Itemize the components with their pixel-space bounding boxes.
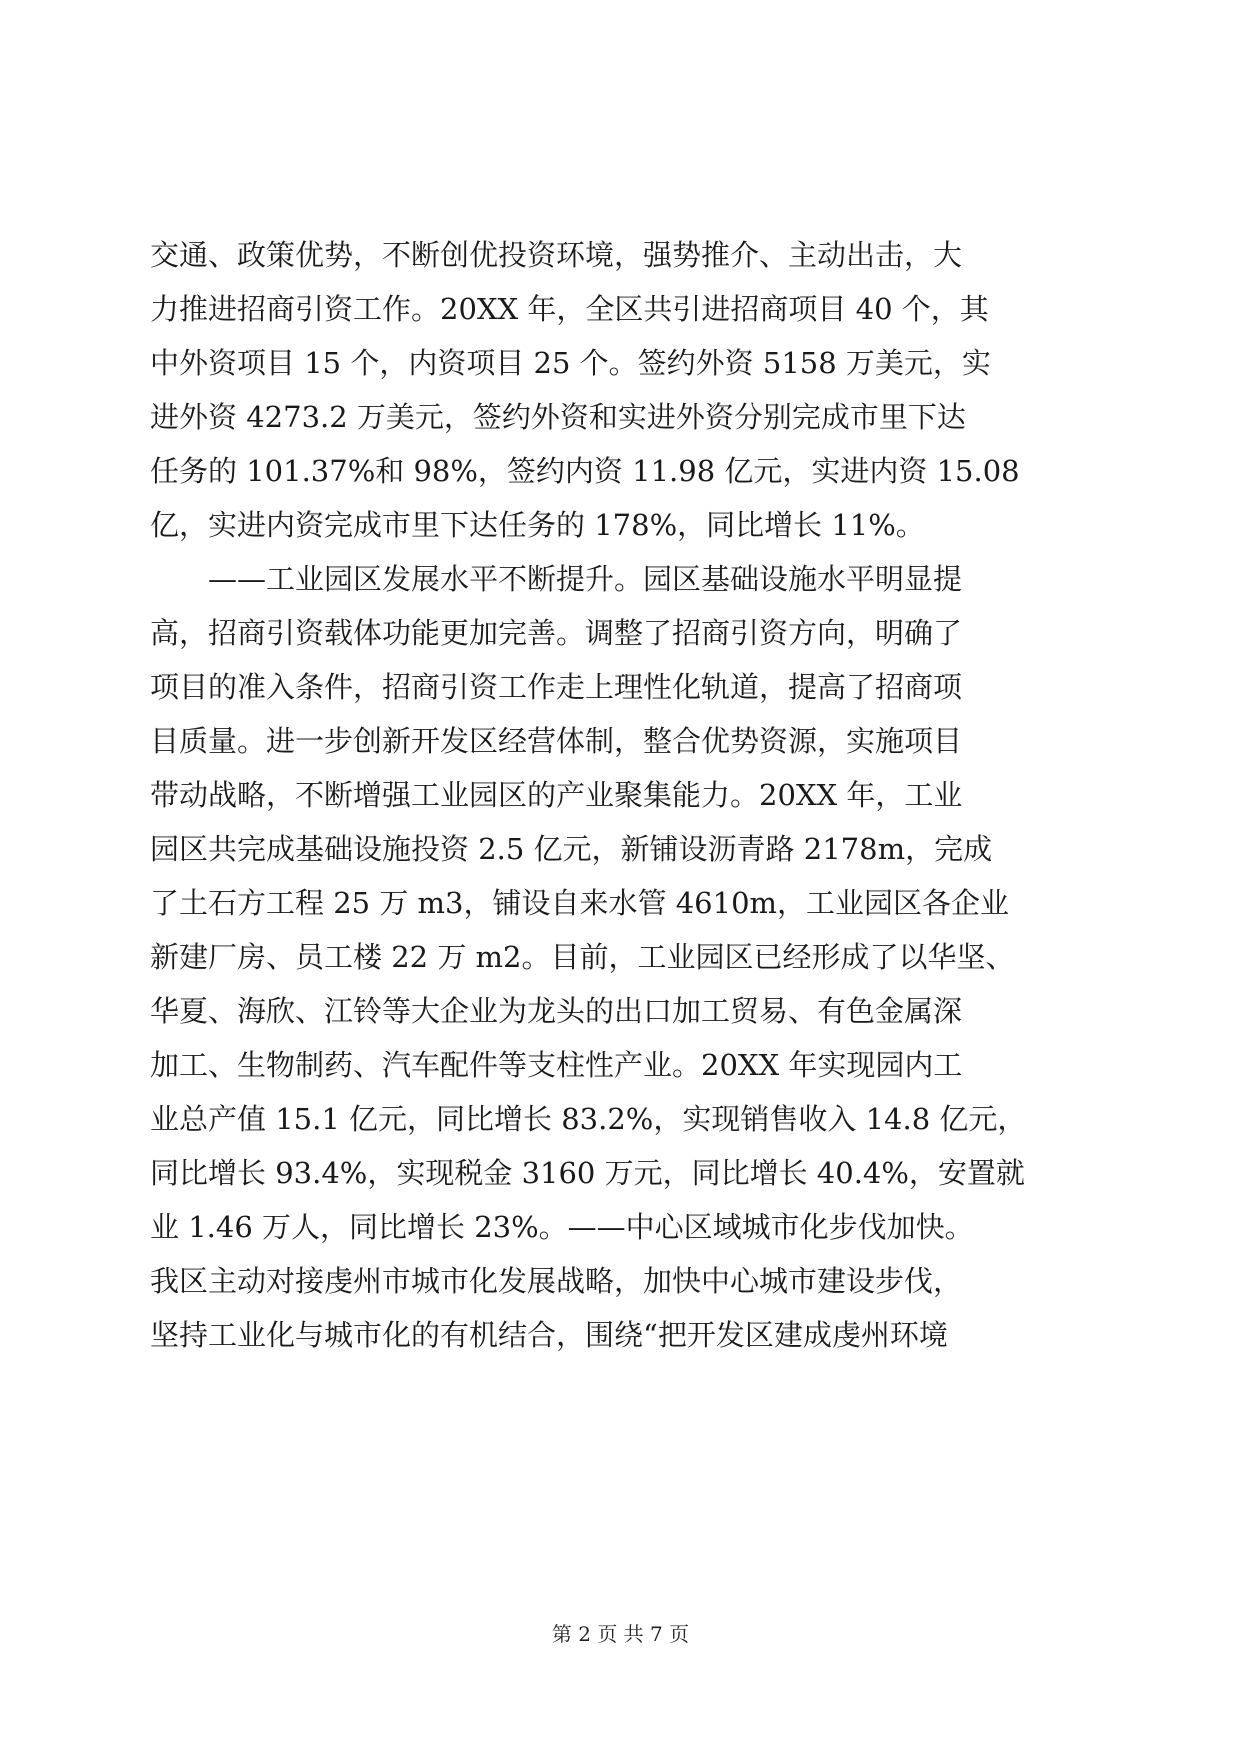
- text-line: 亿，实进内资完成市里下达任务的 178%，同比增长 11%。: [150, 508, 925, 542]
- text-line: 高，招商引资载体功能更加完善。调整了招商引资方向，明确了: [150, 616, 963, 650]
- text-line: 园区共完成基础设施投资 2.5 亿元，新铺设沥青路 2178m，完成: [150, 832, 993, 866]
- text-line: 任务的 101.37%和 98%，签约内资 11.98 亿元，实进内资 15.08: [150, 454, 1020, 488]
- text-line: 中外资项目 15 个，内资项目 25 个。签约外资 5158 万美元，实: [150, 346, 991, 380]
- text-line: 带动战略，不断增强工业园区的产业聚集能力。20XX 年，工业: [150, 778, 963, 812]
- text-line: 同比增长 93.4%，实现税金 3160 万元，同比增长 40.4%，安置就: [150, 1156, 1025, 1190]
- text-line: 加工、生物制药、汽车配件等支柱性产业。20XX 年实现园内工: [150, 1048, 963, 1082]
- text-line: 力推进招商引资工作。20XX 年，全区共引进招商项目 40 个，其: [150, 292, 989, 326]
- text-line: 交通、政策优势，不断创优投资环境，强势推介、主动出击，大: [150, 238, 963, 272]
- text-line: 华夏、海欣、江铃等大企业为龙头的出口加工贸易、有色金属深: [150, 994, 963, 1028]
- text-line: 我区主动对接虔州市城市化发展战略，加快中心城市建设步伐，: [150, 1264, 963, 1298]
- text-line: 业 1.46 万人，同比增长 23%。——中心区域城市化步伐加快。: [150, 1210, 974, 1244]
- text-line: 目质量。进一步创新开发区经营体制，整合优势资源，实施项目: [150, 724, 963, 758]
- page-number: 第 2 页 共 7 页: [551, 1622, 690, 1646]
- page-footer: [0, 1620, 1241, 1648]
- text-line: 项目的准入条件，招商引资工作走上理性化轨道，提高了招商项: [150, 670, 963, 704]
- text-line: 新建厂房、员工楼 22 万 m2。目前，工业园区已经形成了以华坚、: [150, 940, 1015, 974]
- text-line: 进外资 4273.2 万美元，签约外资和实进外资分别完成市里下达: [150, 400, 966, 434]
- body-text: [150, 228, 1110, 1362]
- text-line: 业总产值 15.1 亿元，同比增长 83.2%，实现销售收入 14.8 亿元，: [150, 1102, 1027, 1136]
- text-line: 坚持工业化与城市化的有机结合，围绕“把开发区建成虔州环境: [150, 1318, 948, 1352]
- text-line: ——工业园区发展水平不断提升。园区基础设施水平明显提: [150, 562, 963, 596]
- text-line: 了土石方工程 25 万 m3，铺设自来水管 4610m，工业园区各企业: [150, 886, 1010, 920]
